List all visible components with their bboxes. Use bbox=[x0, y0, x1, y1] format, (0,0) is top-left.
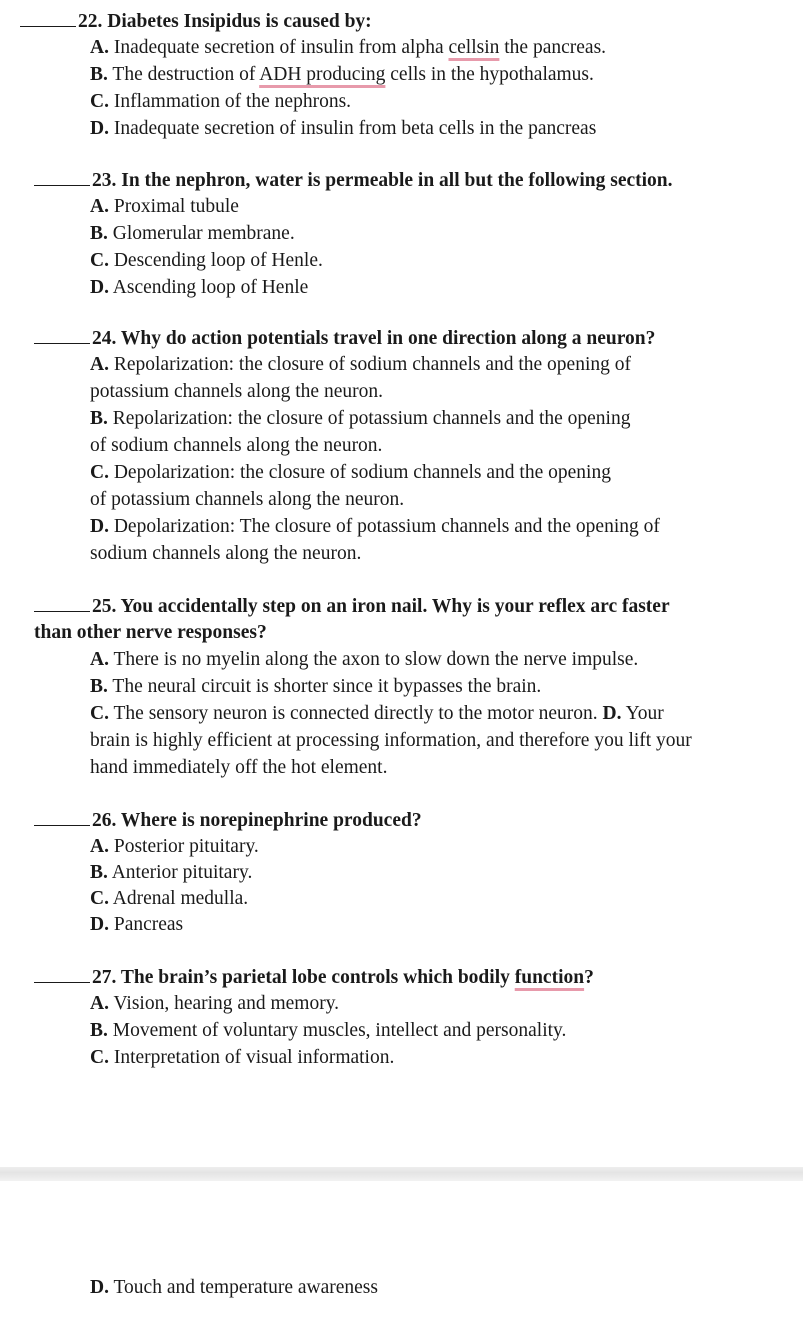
option-27-b: B. Movement of voluntary muscles, intellect and personality. bbox=[90, 1020, 567, 1041]
option-22-b: B. The destruction of ADH producing cells in the hypothalamus. bbox=[90, 64, 594, 85]
answer-blank[interactable] bbox=[34, 594, 90, 612]
option-25-d: Your bbox=[625, 703, 664, 724]
option-25-d-cont: hand immediately off the hot element. bbox=[90, 757, 388, 778]
option-23-b: B. Glomerular membrane. bbox=[90, 223, 295, 244]
question-25-cont: than other nerve responses? bbox=[34, 622, 267, 643]
option-24-a-cont: potassium channels along the neuron. bbox=[90, 381, 383, 402]
option-24-b-cont: of sodium channels along the neuron. bbox=[90, 435, 383, 456]
option-23-d: D. Ascending loop of Henle bbox=[90, 277, 309, 298]
spellcheck-underline: cellsin bbox=[448, 37, 500, 58]
answer-blank[interactable] bbox=[34, 965, 90, 983]
option-26-a: A. Posterior pituitary. bbox=[90, 836, 259, 857]
option-23-a: A. Proximal tubule bbox=[90, 196, 239, 217]
option-24-b: B. Repolarization: the closure of potassium channels and the opening bbox=[90, 408, 631, 429]
option-25-a: A. There is no myelin along the axon to slow down the nerve impulse. bbox=[90, 649, 639, 670]
answer-blank[interactable] bbox=[34, 168, 90, 186]
question-27: 27. The brain’s parietal lobe controls which bodily function? bbox=[34, 965, 594, 990]
option-27-c: C. Interpretation of visual information. bbox=[90, 1047, 395, 1068]
option-25-c: C. The sensory neuron is connected directly to the motor neuron. D. Your bbox=[90, 703, 664, 724]
option-25-b: B. The neural circuit is shorter since it bypasses the brain. bbox=[90, 676, 542, 697]
answer-blank[interactable] bbox=[34, 326, 90, 344]
question-25: 25. You accidentally step on an iron nail. Why is your reflex arc faster bbox=[34, 594, 670, 619]
option-26-d: D. Pancreas bbox=[90, 914, 184, 935]
option-25-d-letter: D. bbox=[602, 703, 622, 724]
option-22-a: A. Inadequate secretion of insulin from alpha cellsin the pancreas. bbox=[90, 37, 607, 58]
option-24-d: D. Depolarization: The closure of potassium channels and the opening of bbox=[90, 516, 660, 537]
option-24-d-cont: sodium channels along the neuron. bbox=[90, 543, 362, 564]
option-23-c: C. Descending loop of Henle. bbox=[90, 250, 323, 271]
spellcheck-underline: function bbox=[514, 967, 585, 988]
option-22-c: C. Inflammation of the nephrons. bbox=[90, 91, 352, 112]
option-24-c: C. Depolarization: the closure of sodium channels and the opening bbox=[90, 462, 611, 483]
answer-blank[interactable] bbox=[20, 9, 76, 27]
option-26-c: C. Adrenal medulla. bbox=[90, 888, 249, 909]
option-27-a: A. Vision, hearing and memory. bbox=[90, 993, 340, 1014]
option-27-d: D. Touch and temperature awareness bbox=[90, 1277, 378, 1298]
option-26-b: B. Anterior pituitary. bbox=[90, 862, 253, 883]
option-22-d: D. Inadequate secretion of insulin from beta cells in the pancreas bbox=[90, 118, 597, 139]
option-24-c-cont: of potassium channels along the neuron. bbox=[90, 489, 405, 510]
question-22: 22. Diabetes Insipidus is caused by: bbox=[20, 9, 372, 34]
spellcheck-underline: ADH producing bbox=[259, 64, 386, 85]
page-break bbox=[0, 1167, 803, 1181]
option-24-a: A. Repolarization: the closure of sodium channels and the opening of bbox=[90, 354, 631, 375]
question-24: 24. Why do action potentials travel in one direction along a neuron? bbox=[34, 326, 655, 351]
question-26: 26. Where is norepinephrine produced? bbox=[34, 808, 422, 833]
option-25-d-cont: brain is highly efficient at processing information, and therefore you lift your bbox=[90, 730, 692, 751]
answer-blank[interactable] bbox=[34, 808, 90, 826]
question-23: 23. In the nephron, water is permeable in all but the following section. bbox=[34, 168, 673, 193]
